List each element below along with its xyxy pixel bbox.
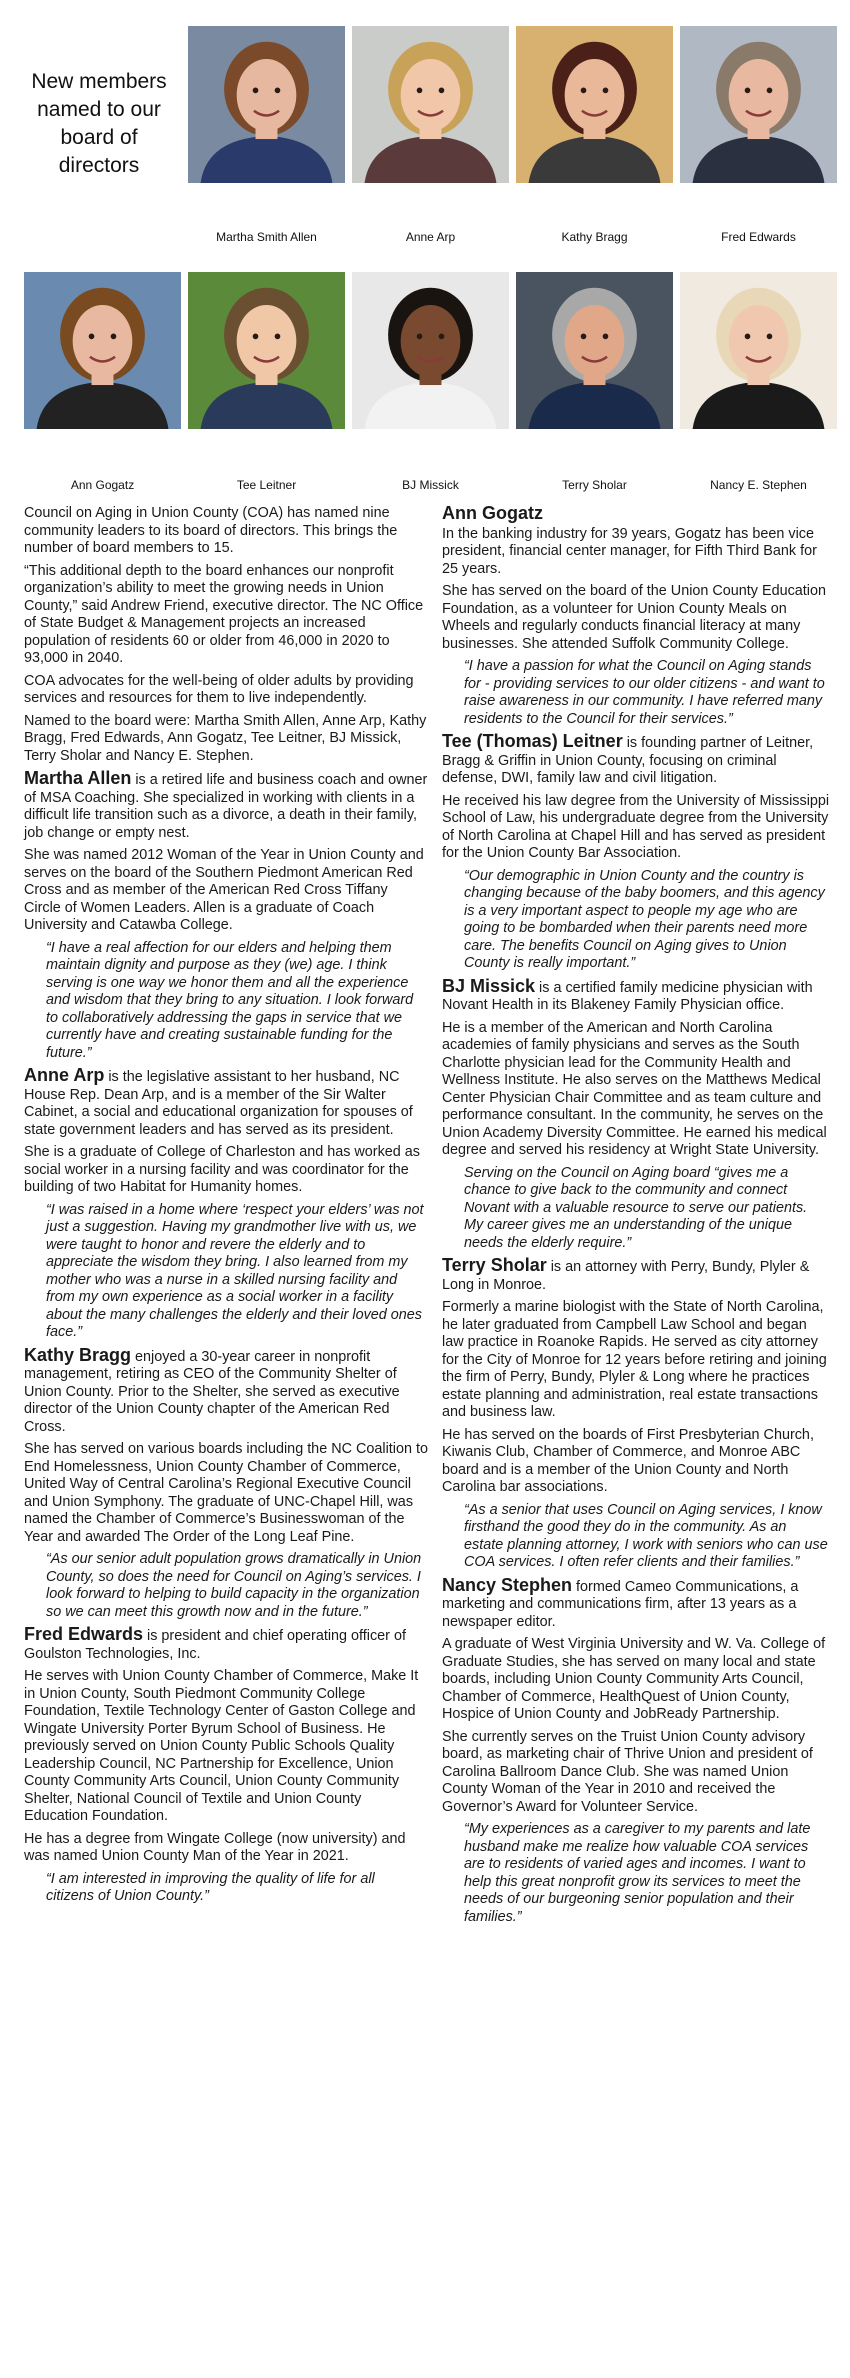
- portrait-caption: Kathy Bragg: [561, 230, 628, 244]
- page-title: New members named to our board of directors: [31, 70, 167, 177]
- portrait-photo: [188, 272, 345, 429]
- bio-paragraph: He has a degree from Wingate College (now university) and was named Union County Man of the Year in 2021.: [24, 1830, 406, 1864]
- bio-quote: “As our senior adult population grows dramatically in Union County, so does the need for Council on Aging’s services. I look forward to helping to build capacity in the organization so we can meet this growth now and in the future.”: [46, 1551, 422, 1620]
- bio-paragraph: Formerly a marine biologist with the State of North Carolina, he later graduated from Campbell Law School and began law practice in Roanoke Rapids. He served as city attorney for the City of Monroe for 12 years before retiring and joining the firm of Perry, Bundy, Plyler & Long where he practices estate planning and administration, real estate transactions and business law.: [442, 1299, 827, 1420]
- portrait-photo: [680, 272, 837, 429]
- bio-lead-text: formed Cameo Communications, a marketing and communications firm, after 13 years as a newspaper editor.: [442, 1578, 799, 1630]
- bio-name: Anne Arp: [24, 1065, 105, 1085]
- intro-paragraph: Council on Aging in Union County (COA) has named nine community leaders to its board of directors. This brings the number of board members to 15.: [24, 505, 398, 556]
- bio-name: Fred Edwards: [24, 1624, 144, 1644]
- portrait-photo: [516, 26, 673, 183]
- bio-lead-text: enjoyed a 30-year career in nonprofit management, retiring as CEO of the Community Shelter of Union County. Prior to the Shelter, she served as executive director of the Union County chapter of the American Red Cross.: [24, 1348, 400, 1435]
- portrait-caption: Martha Smith Allen: [216, 230, 317, 244]
- bio-quote: “Our demographic in Union County and the country is changing because of the baby boomers, and this agency is a very important aspect to people my age who are going to be bombarded when their parents need more care. The benefits Council on Aging gives to Union County is really important.”: [464, 867, 825, 971]
- bio-paragraph: She has served on the board of the Union County Education Foundation, as a volunteer for Union County Meals on Wheels and regularly conducts financial literacy at many businesses. She attended Suffolk Community College.: [442, 583, 827, 652]
- intro-paragraph: COA advocates for the well-being of older adults by providing services and resources for them to live independently.: [24, 672, 414, 706]
- portrait-caption: Fred Edwards: [721, 230, 796, 244]
- bio-name: Nancy Stephen: [442, 1574, 573, 1595]
- bio-name: BJ Missick: [442, 975, 536, 996]
- bio-quote: “My experiences as a caregiver to my parents and late husband make me realize how valuable COA services are to residents of varied ages and incomes. I want to help this great nonprofit grow its services to meet the needs of our burgeoning senior population and their families.”: [464, 1821, 811, 1925]
- bio-quote: “I was raised in a home where ‘respect your elders’ was not just a suggestion. Having my grandmother live with us, we were taught to honor and revere the elderly and to appreciate the wisdom they bring. I also learned from my mother who was a nurse in a skilled nursing facility and from my own experience as a social worker in a facility about the many challenges the elderly and their loved ones face.”: [46, 1201, 424, 1340]
- portrait-photo: [516, 272, 673, 429]
- article-column-left: [24, 505, 428, 1911]
- bio-quote: Serving on the Council on Aging board “gives me a chance to give back to the community and connect Novant with a valuable resource to serve our patients. My career gives me an understanding of the unique needs the elderly require.”: [464, 1164, 808, 1251]
- bio-name: Terry Sholar: [442, 1255, 547, 1275]
- bio-name: Tee (Thomas) Leitner: [442, 731, 623, 751]
- portrait-caption: Ann Gogatz: [70, 478, 135, 492]
- bio-lead-text: is founding partner of Leitner, Bragg & Griffin in Union County, focusing on criminal defense, DWI, family law and civil litigation.: [442, 735, 814, 786]
- bio-name: Kathy Bragg: [24, 1344, 132, 1365]
- intro-paragraph: “This additional depth to the board enhances our nonprofit organization’s ability to meet the growing needs in Union County,” said Andrew Friend, executive director. The NC Office of State Budget & Management projects an increased population of residents 60 or older from 46,000 in 2020 to 93,000 in 2040.: [24, 562, 424, 666]
- portrait-photo: [188, 26, 345, 183]
- bio-quote: “I have a passion for what the Council on Aging stands for - providing services to our older citizens - and want to raise awareness in our community. I have referred many residents to the Council for their services.”: [464, 658, 825, 727]
- bio-paragraph: He has served on the boards of First Presbyterian Church, Kiwanis Club, Chamber of Commerce, and Monroe ABC board and is a member of the Union County and North Carolina bar associations.: [442, 1426, 814, 1495]
- bio-lead-text: is the legislative assistant to her husband, NC House Rep. Dean Arp, and is a member of the Sir Walter Cabinet, a social and educational organization for spouses of state government leaders and has served as its president.: [24, 1069, 413, 1138]
- bio-lead-text: is an attorney with Perry, Bundy, Plyler & Long in Monroe.: [442, 1259, 810, 1293]
- bio-paragraph: He received his law degree from the University of Mississippi School of Law, his undergraduate degree from the University of North Carolina at Chapel Hill and has served as president for the Union County Bar Association.: [442, 792, 830, 861]
- article-column-right: [442, 505, 830, 1931]
- bio-paragraph: She was named 2012 Woman of the Year in Union County and serves on the board of the Southern Piedmont American Red Cross and as member of the American Red Cross Tiffany Circle of Women Leaders. Allen is a graduate of Coach University and Catawba College.: [24, 847, 424, 933]
- portrait-photo: [24, 272, 181, 429]
- bio-paragraph: A graduate of West Virginia University and W. Va. College of Graduate Studies, she has served on many local and state boards, including Union County Community Arts Council, Chamber of Commerce, HealthQuest of Union County, Hospice of Union County and JobReady Partnership.: [442, 1636, 826, 1722]
- portrait-caption: Tee Leitner: [236, 478, 297, 492]
- portrait-photo: [680, 26, 837, 183]
- bio-lead-text: is president and chief operating officer of Goulston Technologies, Inc.: [24, 1628, 406, 1662]
- bio-lead-text: is a retired life and business coach and owner of MSA Coaching. She specialized in working with clients in a difficult life transition such as a divorce, a death in their family, job change or empty nest.: [24, 772, 428, 841]
- bio-lead-text: is a certified family medicine physician with Novant Health in its Blakeney Family Physician office.: [442, 979, 813, 1013]
- bio-name: Ann Gogatz: [442, 503, 543, 523]
- portrait-photo: [352, 26, 509, 183]
- portrait-caption: Anne Arp: [405, 230, 456, 244]
- bio-name: Martha Allen: [24, 768, 132, 788]
- bio-paragraph: She has served on various boards including the NC Coalition to End Homelessness, Union County Chamber of Commerce, United Way of Central Carolina’s Regional Executive Council and Union Symphony. The graduate of UNC-Chapel Hill, was named the Chamber of Commerce’s Businesswoman of the Year and awarded The Order of the Long Leaf Pine.: [24, 1441, 428, 1545]
- portrait-caption: Terry Sholar: [562, 478, 627, 492]
- portrait-caption: BJ Missick: [402, 478, 459, 492]
- bio-paragraph: She currently serves on the Truist Union County advisory board, as marketing chair of Thrive Union and president of Carolina Ballroom Dance Club. She was named Union County Woman of the Year in 2010 and received the Governor’s Award for Volunteer Service.: [442, 1728, 813, 1815]
- bio-paragraph: He serves with Union County Chamber of Commerce, Make It in Union County, South Piedmont Community College Foundation, Textile Technology Center of Gaston College and Wingate University Porter Byrum School of Business. He previously served on Union County Public Schools Quality Leadership Council, NC Partnership for Excellence, Union County Community Arts Council, Union County Community Shelter, National Council of Textile and Union County Education Foundation.: [24, 1668, 419, 1824]
- intro-paragraph: Named to the board were: Martha Smith Allen, Anne Arp, Kathy Bragg, Fred Edwards, Ann Gogatz, Tee Leitner, BJ Missick, Terry Sholar and Nancy E. Stephen.: [24, 712, 427, 764]
- bio-quote: “I am interested in improving the quality of life for all citizens of Union County.”: [46, 1870, 375, 1904]
- portrait-caption: Nancy E. Stephen: [710, 478, 807, 492]
- portrait-photo: [352, 272, 509, 429]
- bio-quote: “I have a real affection for our elders and helping them maintain dignity and purpose as they (we) age. I think serving is one way we honor them and all the experience and wisdom that they bring to any situation. I look forward to collaboratively addressing the gaps in service that we currently have and creating sustainable funding for the future.”: [46, 939, 414, 1061]
- bio-lead-text: In the banking industry for 39 years, Gogatz has been vice president, financial center manager, for Fifth Third Bank for 25 years.: [442, 525, 817, 577]
- bio-paragraph: He is a member of the American and North Carolina academies of family physicians and serves as the South Charlotte physician lead for the Community Health and Wellness Institute. He also serves on the Matthews Medical Center Physician Chair Committee and as team culture and performance consultant. In the community, he serves on the Union Academy Diversity Committee. He earned his medical degree and served his residency at Wright State University.: [442, 1019, 827, 1158]
- bio-paragraph: She is a graduate of College of Charleston and has worked as social worker in a nursing facility and was coordinator for the building of two Habitat for Humanity homes.: [24, 1144, 420, 1195]
- bio-quote: “As a senior that uses Council on Aging services, I know firsthand the good they do in the community. As an estate planning attorney, I work with seniors who can use COA services. I often refer clients and their families.”: [464, 1501, 828, 1570]
